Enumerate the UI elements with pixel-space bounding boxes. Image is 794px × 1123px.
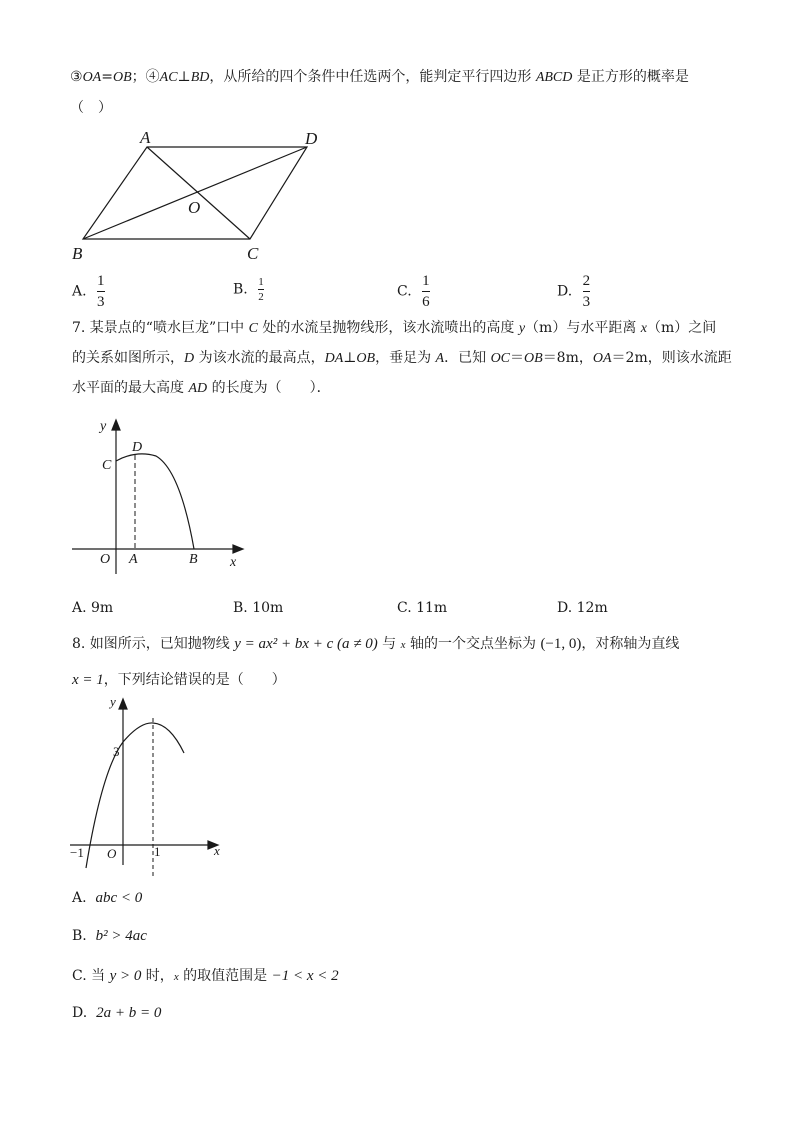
option-expression: −1 < x < 2 — [271, 968, 339, 984]
q7-text: C — [248, 321, 258, 336]
q7-option-c[interactable]: C. 11m — [397, 600, 448, 616]
q7-text: ⊥ — [343, 350, 357, 366]
q6-option-b[interactable] — [233, 276, 264, 303]
parabola-curve — [86, 723, 184, 868]
q6-text: OB — [112, 70, 132, 85]
q7-text: AD — [188, 381, 208, 396]
q7-text: 水平面的最大高度 — [72, 380, 189, 396]
fraction — [97, 272, 105, 311]
fraction — [583, 272, 591, 311]
q7-option-b[interactable]: B. 10m — [233, 600, 284, 616]
q6-text: = — [101, 69, 113, 85]
option-letter: A. — [72, 890, 87, 906]
q8-text: 与 — [377, 636, 401, 652]
q7-option-d[interactable]: D. 12m — [557, 600, 608, 616]
q8-option-b[interactable] — [72, 926, 147, 946]
option-letter: D. — [557, 283, 573, 300]
option-letter: B. — [233, 281, 248, 298]
label-c: C — [247, 244, 259, 263]
q8-text: ，下列结论错误的是（ ） — [103, 672, 286, 688]
denominator: 3 — [97, 294, 105, 310]
label-o: O — [107, 846, 117, 861]
label-o: O — [100, 552, 111, 567]
q6-option-d[interactable] — [557, 272, 590, 311]
label-c: C — [102, 458, 112, 473]
diagonal-bd — [83, 147, 307, 239]
q6-text: ③ — [70, 69, 83, 85]
q7-text: OC — [490, 351, 511, 366]
fraction — [258, 276, 264, 303]
q8-stem-line-2 — [72, 670, 286, 690]
q7-stem-line-1 — [72, 318, 716, 339]
q7-text: 的关系如图所示， — [72, 350, 184, 366]
q8-text: 8. 如图所示，已知抛物线 — [72, 636, 235, 652]
option-text: 的取值范围是 — [178, 968, 272, 984]
q6-text: 是正方形的概率是 — [572, 69, 689, 85]
q7-text: y — [518, 321, 526, 336]
q7-text: OB — [524, 351, 543, 366]
q7-text: 7. 某景点的“喷水巨龙”口中 — [72, 320, 249, 336]
q6-option-a[interactable] — [72, 272, 105, 311]
q7-text: x — [640, 321, 647, 336]
q8-text: x — [400, 639, 406, 651]
q6-text: ，从所给的四个条件中任选两个，能判定平行四边形 — [209, 69, 536, 85]
option-expression: 2a + b = 0 — [96, 1005, 162, 1021]
denominator: 6 — [422, 294, 430, 310]
water-stream-parabola — [116, 454, 194, 549]
option-text: 时， — [141, 968, 174, 984]
label-neg1: −1 — [70, 845, 84, 860]
q8-option-d[interactable] — [72, 1003, 161, 1023]
q6-text: BD — [190, 70, 210, 85]
y-axis-arrow — [119, 699, 127, 709]
q6-text: AC — [159, 70, 178, 85]
q8-option-a[interactable] — [72, 888, 142, 908]
label-y: y — [100, 419, 107, 434]
q7-text: ＝2m，则该水流距 — [611, 350, 732, 366]
option-expression: abc < 0 — [95, 890, 143, 906]
q6-text: ；④ — [131, 69, 160, 85]
q6-text: ABCD — [535, 70, 573, 85]
option-letter: D. — [72, 1005, 88, 1021]
x-axis-arrow — [233, 545, 243, 553]
q7-text: A — [435, 351, 445, 366]
q8-text: ，对称轴为直线 — [581, 636, 680, 652]
q7-text: ，垂足为 — [375, 350, 436, 366]
label-y: y — [110, 694, 116, 709]
option-letter: A. — [72, 283, 87, 300]
q7-text: 的长度为（ ）． — [207, 380, 331, 396]
q7-text: ＝ — [510, 350, 525, 366]
q7-text: 处的水流呈抛物线形，该水流喷出的高度 — [257, 320, 519, 336]
option-letter: B. — [72, 928, 87, 944]
q7-text: OA — [592, 351, 612, 366]
label-b: B — [72, 244, 83, 263]
q8-stem-line-1 — [72, 634, 679, 655]
q7-text: 为该水流的最高点， — [194, 350, 325, 366]
label-d: D — [305, 129, 318, 148]
label-1: 1 — [154, 844, 161, 859]
q7-stem-line-3 — [72, 378, 331, 399]
denominator: 3 — [582, 294, 591, 310]
diagonal-ac — [147, 147, 250, 239]
label-a: A — [129, 552, 138, 567]
q7-text: （m）与水平距离 — [525, 320, 641, 336]
q8-equation: x = 1 — [72, 672, 104, 688]
q7-stem-line-2 — [72, 348, 732, 369]
q8-option-c[interactable] — [72, 966, 339, 987]
numerator: 1 — [97, 273, 105, 289]
q7-option-a[interactable]: A. 9m — [72, 600, 114, 616]
option-letter: C. — [397, 283, 412, 300]
label-o: O — [188, 198, 201, 217]
fraction — [422, 272, 430, 311]
label-x: x — [230, 555, 237, 570]
label-x: x — [214, 843, 220, 858]
q8-parabola-figure — [62, 690, 232, 885]
q7-text: D — [184, 351, 195, 366]
option-expression: b² > 4ac — [95, 928, 147, 944]
q8-equation: y = ax² + bx + c (a ≠ 0) — [234, 636, 378, 652]
q7-text: （m）之间 — [647, 320, 717, 336]
q6-text: OA — [82, 70, 102, 85]
q7-parabola-figure — [60, 410, 260, 585]
q6-answer-paren: （ ） — [70, 100, 112, 116]
option-expression: x — [173, 971, 179, 983]
numerator: 2 — [582, 273, 591, 289]
option-text: 当 — [91, 968, 110, 984]
q7-text: DA — [324, 351, 344, 366]
q8-text: 轴的一个交点坐标为 — [405, 636, 541, 652]
q7-text: ＝8m， — [542, 350, 593, 366]
q6-parallelogram-figure — [60, 125, 340, 265]
q7-text: ．已知 — [444, 350, 491, 366]
q6-text: ⊥ — [177, 69, 191, 85]
q8-point: (−1, 0) — [540, 636, 582, 652]
label-d: D — [132, 440, 143, 455]
q6-option-c[interactable] — [397, 272, 430, 311]
numerator: 1 — [258, 276, 264, 288]
denominator: 2 — [258, 291, 264, 303]
label-3: 3 — [113, 744, 120, 759]
option-letter: C. — [72, 968, 87, 984]
q6-condition-line — [70, 67, 689, 88]
q7-text: OB — [356, 351, 376, 366]
label-a: A — [140, 128, 151, 147]
numerator: 1 — [422, 273, 430, 289]
label-b: B — [189, 552, 198, 567]
y-axis-arrow — [112, 420, 120, 430]
option-expression: y > 0 — [109, 968, 142, 984]
